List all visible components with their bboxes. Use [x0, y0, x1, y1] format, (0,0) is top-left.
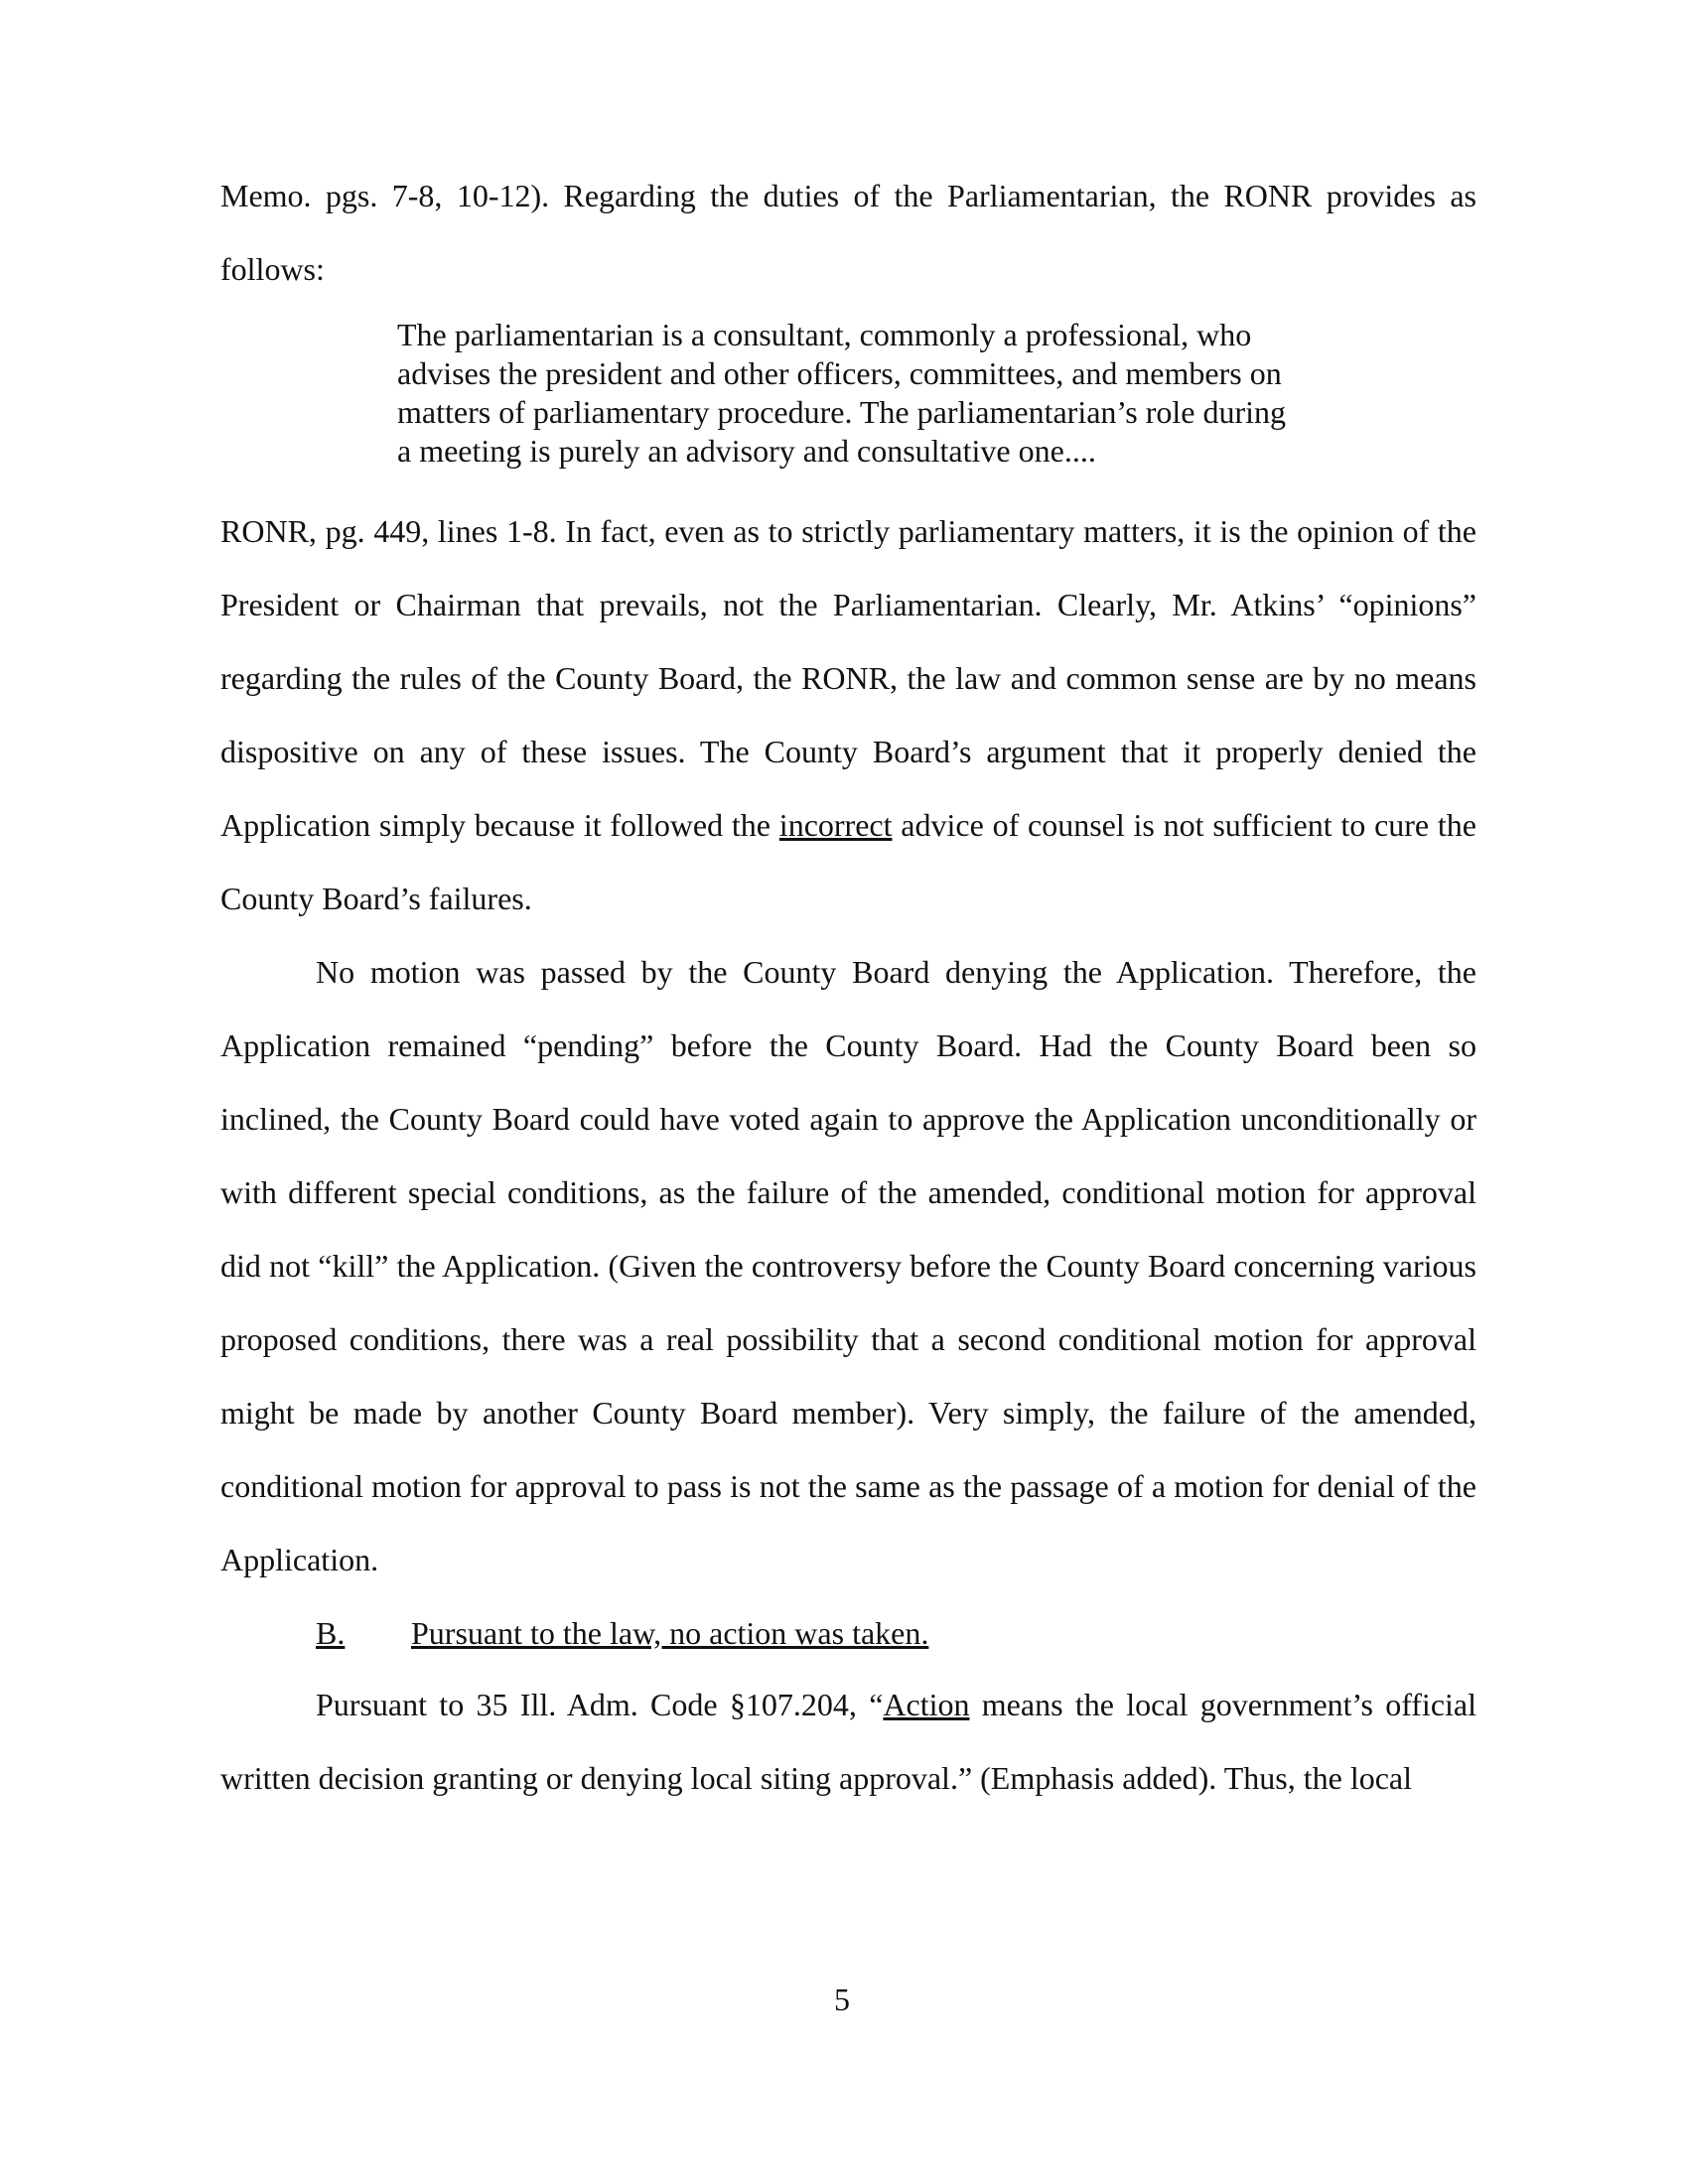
paragraph-2-text-b: advice of counsel is not sufficient to cure the County Board’s failures. — [220, 807, 1477, 916]
section-b-label: B. — [316, 1615, 346, 1651]
section-heading-b — [316, 1596, 928, 1670]
underlined-action: Action — [883, 1687, 970, 1722]
paragraph-4-text-a: Pursuant to 35 Ill. Adm. Code §107.204, “ — [316, 1687, 884, 1722]
paragraph-2-text-a: RONR, pg. 449, lines 1-8. In fact, even as to strictly parliamentary matters, it is the opinion of the President or Chairman that prevails, not the Parliamentarian. Clearly, Mr. Atkins’ “opinions” regarding the rules of the County Board, the RONR, the law and common sense are by no means dispositive on any of these issues. The County Board’s argument that it properly denied the Application simply because it followed the — [220, 513, 1476, 843]
paragraph-action-definition — [220, 1668, 1476, 1815]
underlined-incorrect: incorrect — [778, 807, 893, 843]
block-quote-ronr: The parliamentarian is a consultant, commonly a professional, who advises the president and other officers, committees, and members on matters of parliamentary procedure. The parliamentarian’s role during a meeting is purely an advisory and consultative one.... — [397, 317, 1287, 469]
section-b-title: Pursuant to the law, no action was taken. — [411, 1615, 929, 1651]
paragraph-4-text-b: means the local government’s official written decision granting or denying local siting approval.” (Emphasis added). Thus, the local — [220, 1687, 1476, 1796]
paragraph-memo-reference: Memo. pgs. 7-8, 10-12). Regarding the duties of the Parliamentarian, the RONR provides as follows: — [220, 178, 1476, 287]
page-number: 5 — [834, 1981, 850, 2017]
paragraph-no-motion-passed: No motion was passed by the County Board denying the Application. Therefore, the Application remained “pending” before the County Board. Had the County Board been so inclined, the County Board could have voted again to approve the Application unconditionally or with different special conditions, as the failure of the amended, conditional motion for approval did not “kill” the Application. (Given the controversy before the County Board concerning various proposed conditions, there was a real possibility that a second conditional motion for approval might be made by another County Board member). Very simply, the failure of the amended, conditional motion for approval to pass is not the same as the passage of a motion for denial of the Application. — [220, 954, 1476, 1577]
paragraph-ronr-citation — [220, 494, 1476, 935]
